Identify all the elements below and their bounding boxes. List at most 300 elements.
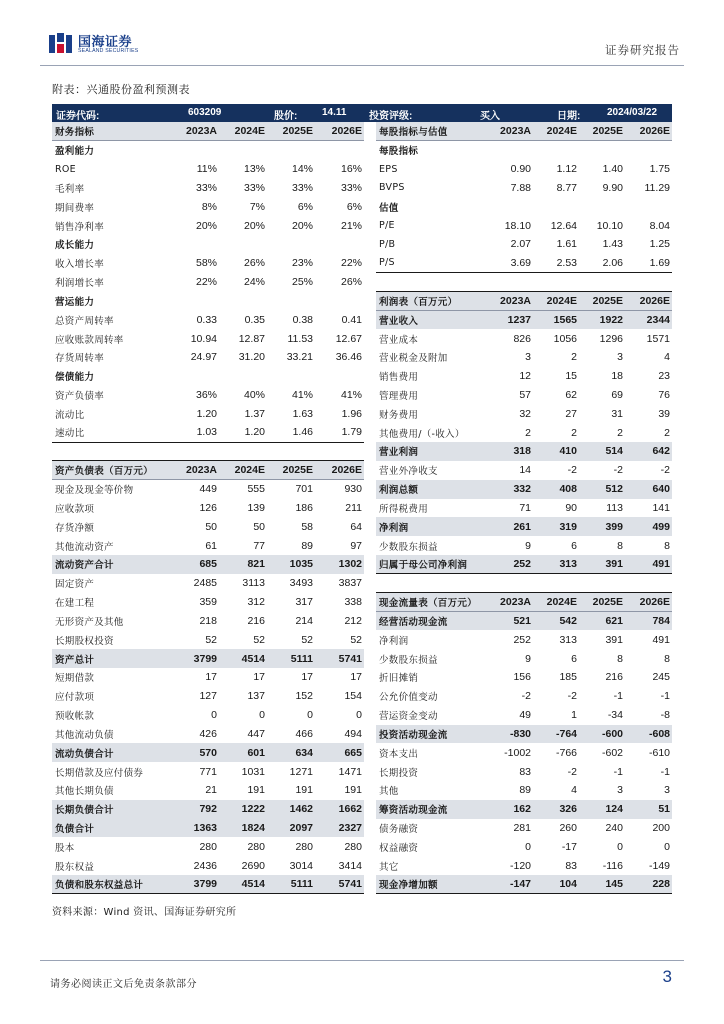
column-gap: [364, 178, 376, 197]
column-gap: [364, 536, 376, 555]
right-value-cell: [488, 273, 534, 292]
right-value-cell: 1296: [599, 332, 623, 345]
right-row-label: 所得税费用: [379, 503, 429, 515]
left-value-cell: 1031: [241, 765, 265, 778]
right-value-cell: 0: [664, 840, 670, 853]
right-value-cell: 57: [519, 389, 531, 401]
right-value-cell: 89: [519, 784, 531, 797]
right-value-cell: -2: [567, 765, 577, 778]
right-value-cell: 1237: [488, 310, 534, 329]
right-value-cell: -2: [660, 464, 670, 477]
left-value-cell: 52: [350, 633, 362, 646]
column-gap: [364, 649, 376, 668]
left-value-cell: 7%: [249, 200, 265, 213]
left-value-cell: 191: [344, 784, 362, 797]
left-value-cell: 36%: [195, 389, 217, 401]
right-value-cell: 228: [626, 875, 672, 894]
stock-price-label: 股价:: [274, 111, 298, 122]
right-value-cell: 491: [626, 555, 672, 574]
column-gap: [364, 291, 376, 310]
left-value-cell: 4514: [220, 649, 268, 668]
right-value-cell: -149: [648, 859, 670, 872]
column-gap: [364, 197, 376, 216]
left-row-label: 负债和股东权益总计: [52, 875, 176, 894]
left-value-cell: 12.67: [335, 332, 362, 345]
left-value-cell: 12.87: [238, 332, 265, 345]
right-row-label: 净利润: [376, 517, 488, 536]
left-row-label: 预收帐款: [55, 711, 95, 723]
left-row-label: [52, 442, 176, 461]
right-value-cell: 8: [617, 652, 623, 665]
stock-info-bar: [52, 104, 672, 122]
right-value-cell: [488, 197, 534, 216]
right-value-cell: 9: [525, 652, 531, 665]
left-row-label: 资产负债率: [55, 391, 105, 402]
left-row-label: 在建工程: [55, 598, 95, 610]
right-row-label: 其他: [379, 786, 399, 798]
right-value-cell: [534, 273, 580, 292]
left-value-cell: 152: [295, 690, 313, 703]
left-value-cell: 154: [344, 690, 362, 703]
right-value-cell: 326: [534, 800, 580, 819]
right-row-label: 现金净增加额: [376, 875, 488, 894]
left-row-label: 收入增长率: [55, 259, 105, 271]
left-value-cell: 1.37: [244, 407, 265, 420]
left-value-cell: 11%: [196, 163, 217, 176]
left-value-cell: 24%: [243, 276, 265, 289]
right-value-cell: 32: [519, 407, 531, 420]
data-source-note: 资料来源：Wind 资讯、国海证券研究所: [52, 907, 237, 918]
right-value-cell: 642: [626, 442, 672, 461]
right-value-cell: 162: [488, 800, 534, 819]
right-value-cell: 69: [611, 389, 623, 401]
right-value-cell: 1565: [534, 310, 580, 329]
left-value-cell: [316, 141, 364, 160]
left-value-cell: 52: [301, 633, 313, 646]
right-value-cell: 4: [664, 351, 670, 364]
left-value-cell: 14%: [291, 163, 313, 176]
right-value-cell: 245: [652, 671, 670, 684]
column-gap: [364, 574, 376, 593]
left-value-cell: 218: [199, 614, 217, 627]
table-row: [52, 442, 672, 461]
table-row: [52, 178, 672, 197]
table-row: [52, 668, 672, 687]
right-value-cell: 145: [580, 875, 626, 894]
right-value-cell: 3: [664, 784, 670, 797]
left-value-cell: 1.96: [341, 407, 362, 420]
left-value-cell: [316, 291, 364, 310]
right-value-cell: 1056: [553, 332, 577, 345]
left-value-cell: 317: [295, 596, 313, 609]
left-value-cell: 52: [205, 633, 217, 646]
column-gap: [364, 630, 376, 649]
right-value-cell: -766: [555, 746, 577, 759]
right-value-cell: -8: [660, 709, 670, 722]
left-value-cell: 5111: [268, 649, 316, 668]
left-value-cell: 0: [356, 709, 362, 722]
right-value-cell: 491: [652, 633, 670, 646]
right-row-label: EPS: [379, 163, 398, 175]
left-value-cell: 33.21: [286, 351, 313, 364]
right-value-cell: [580, 273, 626, 292]
left-value-cell: 89: [301, 539, 313, 552]
right-value-cell: 1922: [580, 310, 626, 329]
table-row: [52, 781, 672, 800]
right-value-cell: 11.29: [644, 181, 670, 194]
right-value-cell: 313: [534, 555, 580, 574]
table-row: [52, 725, 672, 744]
right-row-label: 其他费用/（-收入）: [379, 428, 465, 440]
stock-code-label: 证券代码:: [56, 111, 100, 122]
right-value-cell: 23: [658, 370, 670, 383]
left-value-cell: 26%: [340, 276, 362, 289]
right-value-cell: 6: [571, 652, 577, 665]
left-row-label: 毛利率: [55, 183, 85, 195]
right-value-cell: 332: [488, 480, 534, 499]
right-row-label: BVPS: [379, 182, 405, 194]
left-row-label: 其他流动资产: [55, 541, 114, 553]
right-value-cell: [580, 141, 626, 160]
table-row: [52, 197, 672, 216]
right-value-cell: 499: [626, 517, 672, 536]
table-row: [52, 367, 672, 386]
left-value-cell: 466: [295, 727, 313, 740]
table-row: [52, 649, 672, 668]
left-value-cell: 280: [344, 840, 362, 853]
left-value-cell: 97: [350, 539, 362, 552]
left-value-cell: 338: [344, 596, 362, 609]
left-value-cell: 17: [253, 671, 265, 684]
left-value-cell: 1662: [316, 800, 364, 819]
left-value-cell: 3799: [176, 875, 220, 894]
right-value-cell: 14: [519, 464, 531, 477]
column-gap: [364, 725, 376, 744]
left-row-label: 长期负债合计: [52, 800, 176, 819]
column-gap: [364, 762, 376, 781]
date-value: 2024/03/22: [607, 107, 658, 118]
left-value-cell: 3837: [338, 577, 362, 590]
right-value-cell: 2: [617, 426, 623, 439]
left-value-cell: 312: [247, 596, 265, 609]
left-value-cell: 2436: [193, 859, 217, 872]
right-value-cell: -1: [613, 690, 623, 703]
left-value-cell: 930: [344, 483, 362, 496]
left-value-cell: 58: [301, 520, 313, 533]
right-value-cell: 2.53: [534, 254, 580, 273]
left-value-cell: 1363: [176, 819, 220, 838]
right-value-cell: 2.07: [510, 238, 531, 251]
right-value-cell: 1.69: [626, 254, 672, 273]
right-value-cell: 2.06: [580, 254, 626, 273]
right-value-cell: -1: [660, 690, 670, 703]
right-value-cell: 260: [559, 822, 577, 835]
left-value-cell: 570: [176, 743, 220, 762]
right-value-cell: 542: [534, 612, 580, 631]
left-value-cell: 0.33: [196, 313, 217, 326]
right-value-cell: 10.10: [596, 219, 623, 232]
left-value-cell: 212: [344, 614, 362, 627]
right-row-label: P/E: [379, 220, 395, 232]
right-value-cell: 0.90: [510, 163, 531, 176]
right-value-cell: -2: [521, 690, 531, 703]
left-value-cell: 2026E: [316, 122, 364, 141]
right-value-cell: -120: [509, 859, 531, 872]
column-gap: [364, 160, 376, 179]
column-gap: [364, 499, 376, 518]
right-value-cell: 252: [488, 555, 534, 574]
table-row: [52, 743, 672, 762]
left-value-cell: 449: [199, 483, 217, 496]
column-gap: [364, 555, 376, 574]
left-value-cell: 33%: [243, 181, 265, 194]
left-row-label: 短期借款: [55, 673, 95, 685]
right-value-cell: 784: [626, 612, 672, 631]
right-value-cell: 410: [534, 442, 580, 461]
left-value-cell: 1824: [220, 819, 268, 838]
page-number: 3: [662, 967, 672, 986]
left-value-cell: 2024E: [220, 461, 268, 480]
table-row: [52, 837, 672, 856]
left-row-label: 资产总计: [52, 649, 176, 668]
right-value-cell: 399: [580, 517, 626, 536]
left-value-cell: 555: [247, 483, 265, 496]
right-value-cell: 408: [534, 480, 580, 499]
left-value-cell: [220, 442, 268, 461]
left-value-cell: 1.03: [176, 423, 220, 442]
left-value-cell: 31.20: [238, 351, 265, 364]
left-value-cell: 792: [176, 800, 220, 819]
left-value-cell: 447: [247, 727, 265, 740]
right-value-cell: -608: [626, 725, 672, 744]
table-row: [52, 612, 672, 631]
table-row: [52, 593, 672, 612]
stock-price-value: 14.11: [322, 107, 347, 118]
right-row-label: 营业利润: [376, 442, 488, 461]
left-value-cell: 665: [316, 743, 364, 762]
right-value-cell: 2344: [626, 310, 672, 329]
right-row-label: [376, 273, 488, 292]
right-value-cell: 8.77: [556, 181, 577, 194]
table-row: [52, 630, 672, 649]
left-value-cell: 1471: [338, 765, 362, 778]
right-value-cell: 2025E: [580, 291, 626, 310]
left-value-cell: 2025E: [268, 461, 316, 480]
column-gap: [364, 668, 376, 687]
column-gap: [364, 404, 376, 423]
right-row-label: 经营活动现金流: [376, 612, 488, 631]
right-value-cell: 104: [534, 875, 580, 894]
left-value-cell: 137: [247, 690, 265, 703]
table-row: [52, 160, 672, 179]
right-row-label: 每股指标与估值: [376, 122, 488, 141]
left-value-cell: 17: [205, 671, 217, 684]
rating-value: 买入: [480, 111, 500, 122]
column-gap: [364, 800, 376, 819]
left-row-label: 无形资产及其他: [55, 616, 124, 628]
left-value-cell: [220, 291, 268, 310]
left-value-cell: 4514: [220, 875, 268, 894]
right-row-label: 营业成本: [379, 334, 419, 346]
column-gap: [364, 612, 376, 631]
right-value-cell: -17: [561, 840, 577, 853]
column-gap: [364, 423, 376, 442]
left-value-cell: 2025E: [268, 122, 316, 141]
left-value-cell: 77: [253, 539, 265, 552]
right-value-cell: -1: [613, 765, 623, 778]
right-value-cell: 1571: [646, 332, 670, 345]
left-row-label: 存货净额: [55, 522, 95, 534]
left-value-cell: 6%: [297, 200, 313, 213]
right-value-cell: 240: [605, 822, 623, 835]
right-value-cell: 2: [571, 351, 577, 364]
right-value-cell: 2026E: [626, 291, 672, 310]
left-value-cell: 41%: [291, 389, 313, 401]
left-row-label: 期间费率: [55, 202, 95, 214]
left-value-cell: 33%: [291, 181, 313, 194]
left-value-cell: 16%: [340, 163, 362, 176]
right-value-cell: 391: [580, 555, 626, 574]
left-value-cell: 41%: [340, 389, 362, 401]
left-row-label: 流动资产合计: [52, 555, 176, 574]
right-row-label: 营业税金及附加: [379, 353, 448, 365]
left-value-cell: 10.94: [190, 332, 217, 345]
right-value-cell: 51: [626, 800, 672, 819]
left-value-cell: 0: [307, 709, 313, 722]
right-value-cell: 2: [664, 426, 670, 439]
left-row-label: 存货周转率: [55, 353, 105, 365]
left-value-cell: 634: [268, 743, 316, 762]
right-value-cell: [534, 141, 580, 160]
left-value-cell: 2026E: [316, 461, 364, 480]
table-row: [52, 819, 672, 838]
left-row-label: 长期股权投资: [55, 635, 114, 647]
column-gap: [364, 819, 376, 838]
right-value-cell: 512: [580, 480, 626, 499]
right-value-cell: 2024E: [534, 291, 580, 310]
table-row: [52, 216, 672, 235]
right-value-cell: -830: [488, 725, 534, 744]
left-row-label: 速动比: [52, 423, 176, 442]
right-value-cell: 0: [617, 840, 623, 853]
left-row-label: 应收账款周转率: [55, 334, 124, 346]
left-row-label: 现金及现金等价物: [55, 485, 134, 497]
left-value-cell: 280: [247, 840, 265, 853]
table-row: [52, 856, 672, 875]
page-footer: [40, 960, 684, 990]
right-value-cell: 281: [513, 822, 531, 835]
left-value-cell: 186: [295, 501, 313, 514]
right-value-cell: 1.61: [556, 238, 577, 251]
table-row: [52, 141, 672, 160]
table-row: [52, 254, 672, 273]
table-caption: 附表：兴通股份盈利预测表: [52, 83, 190, 96]
column-gap: [364, 122, 376, 141]
left-value-cell: [176, 141, 220, 160]
table-row: [52, 555, 672, 574]
right-value-cell: 1.12: [556, 163, 577, 176]
right-value-cell: 514: [580, 442, 626, 461]
table-row: [52, 517, 672, 536]
right-row-label: P/S: [376, 254, 488, 273]
left-value-cell: 11.53: [287, 332, 313, 345]
left-value-cell: 23%: [291, 257, 313, 270]
right-value-cell: 1.25: [649, 238, 670, 251]
column-gap: [364, 442, 376, 461]
right-value-cell: 31: [611, 407, 623, 420]
table-row: [52, 461, 672, 480]
right-value-cell: 15: [565, 370, 577, 383]
right-row-label: 权益融资: [379, 842, 419, 854]
left-value-cell: 25%: [291, 276, 313, 289]
right-value-cell: -602: [601, 746, 623, 759]
table-row: [52, 762, 672, 781]
column-gap: [364, 461, 376, 480]
left-value-cell: 3113: [242, 577, 265, 590]
table-row: [52, 273, 672, 292]
left-value-cell: 685: [176, 555, 220, 574]
table-row: [52, 574, 672, 593]
left-row-label: 长期借款及应付债券: [55, 767, 144, 779]
column-gap: [364, 348, 376, 367]
left-value-cell: 13%: [243, 163, 265, 176]
right-value-cell: 4: [571, 784, 577, 797]
right-row-label: [376, 574, 488, 593]
right-value-cell: 113: [606, 501, 623, 514]
right-value-cell: [626, 141, 672, 160]
left-row-label: 利润增长率: [55, 278, 105, 290]
right-row-label: 筹资活动现金流: [376, 800, 488, 819]
right-value-cell: 2024E: [534, 122, 580, 141]
left-row-label: 股东权益: [55, 861, 95, 873]
left-value-cell: 33%: [195, 181, 217, 194]
right-value-cell: 252: [513, 633, 531, 646]
right-value-cell: 6: [571, 539, 577, 552]
left-row-label: 成长能力: [55, 240, 95, 252]
left-value-cell: 22%: [195, 276, 217, 289]
right-value-cell: 39: [658, 407, 670, 420]
left-value-cell: [220, 235, 268, 254]
column-gap: [364, 837, 376, 856]
column-gap: [364, 235, 376, 254]
right-value-cell: 2026E: [626, 593, 672, 612]
right-value-cell: 90: [565, 501, 577, 514]
table-row: [52, 875, 672, 894]
disclaimer-text: 请务必阅读正文后免责条款部分: [50, 979, 197, 990]
left-row-label: 盈利能力: [55, 146, 95, 158]
column-gap: [364, 310, 376, 329]
right-value-cell: 1.43: [602, 238, 623, 251]
left-value-cell: 20%: [195, 219, 217, 232]
left-row-label: 财务指标: [52, 122, 176, 141]
left-value-cell: 26%: [243, 257, 265, 270]
column-gap: [364, 386, 376, 405]
company-logo: [48, 30, 178, 60]
right-row-label: 折旧摊销: [379, 673, 419, 685]
right-value-cell: 8.04: [649, 219, 670, 232]
left-value-cell: [176, 235, 220, 254]
left-value-cell: 2097: [268, 819, 316, 838]
right-value-cell: 2: [525, 426, 531, 439]
left-row-label: 流动负债合计: [52, 743, 176, 762]
left-value-cell: 8%: [201, 200, 217, 213]
right-value-cell: 3.69: [488, 254, 534, 273]
left-row-label: 资产负债表（百万元）: [52, 461, 176, 480]
logo-english-name: SEALAND SECURITIES: [78, 48, 139, 54]
left-row-label: 固定资产: [55, 579, 95, 591]
right-row-label: 每股指标: [379, 146, 419, 158]
left-value-cell: 20%: [291, 219, 313, 232]
